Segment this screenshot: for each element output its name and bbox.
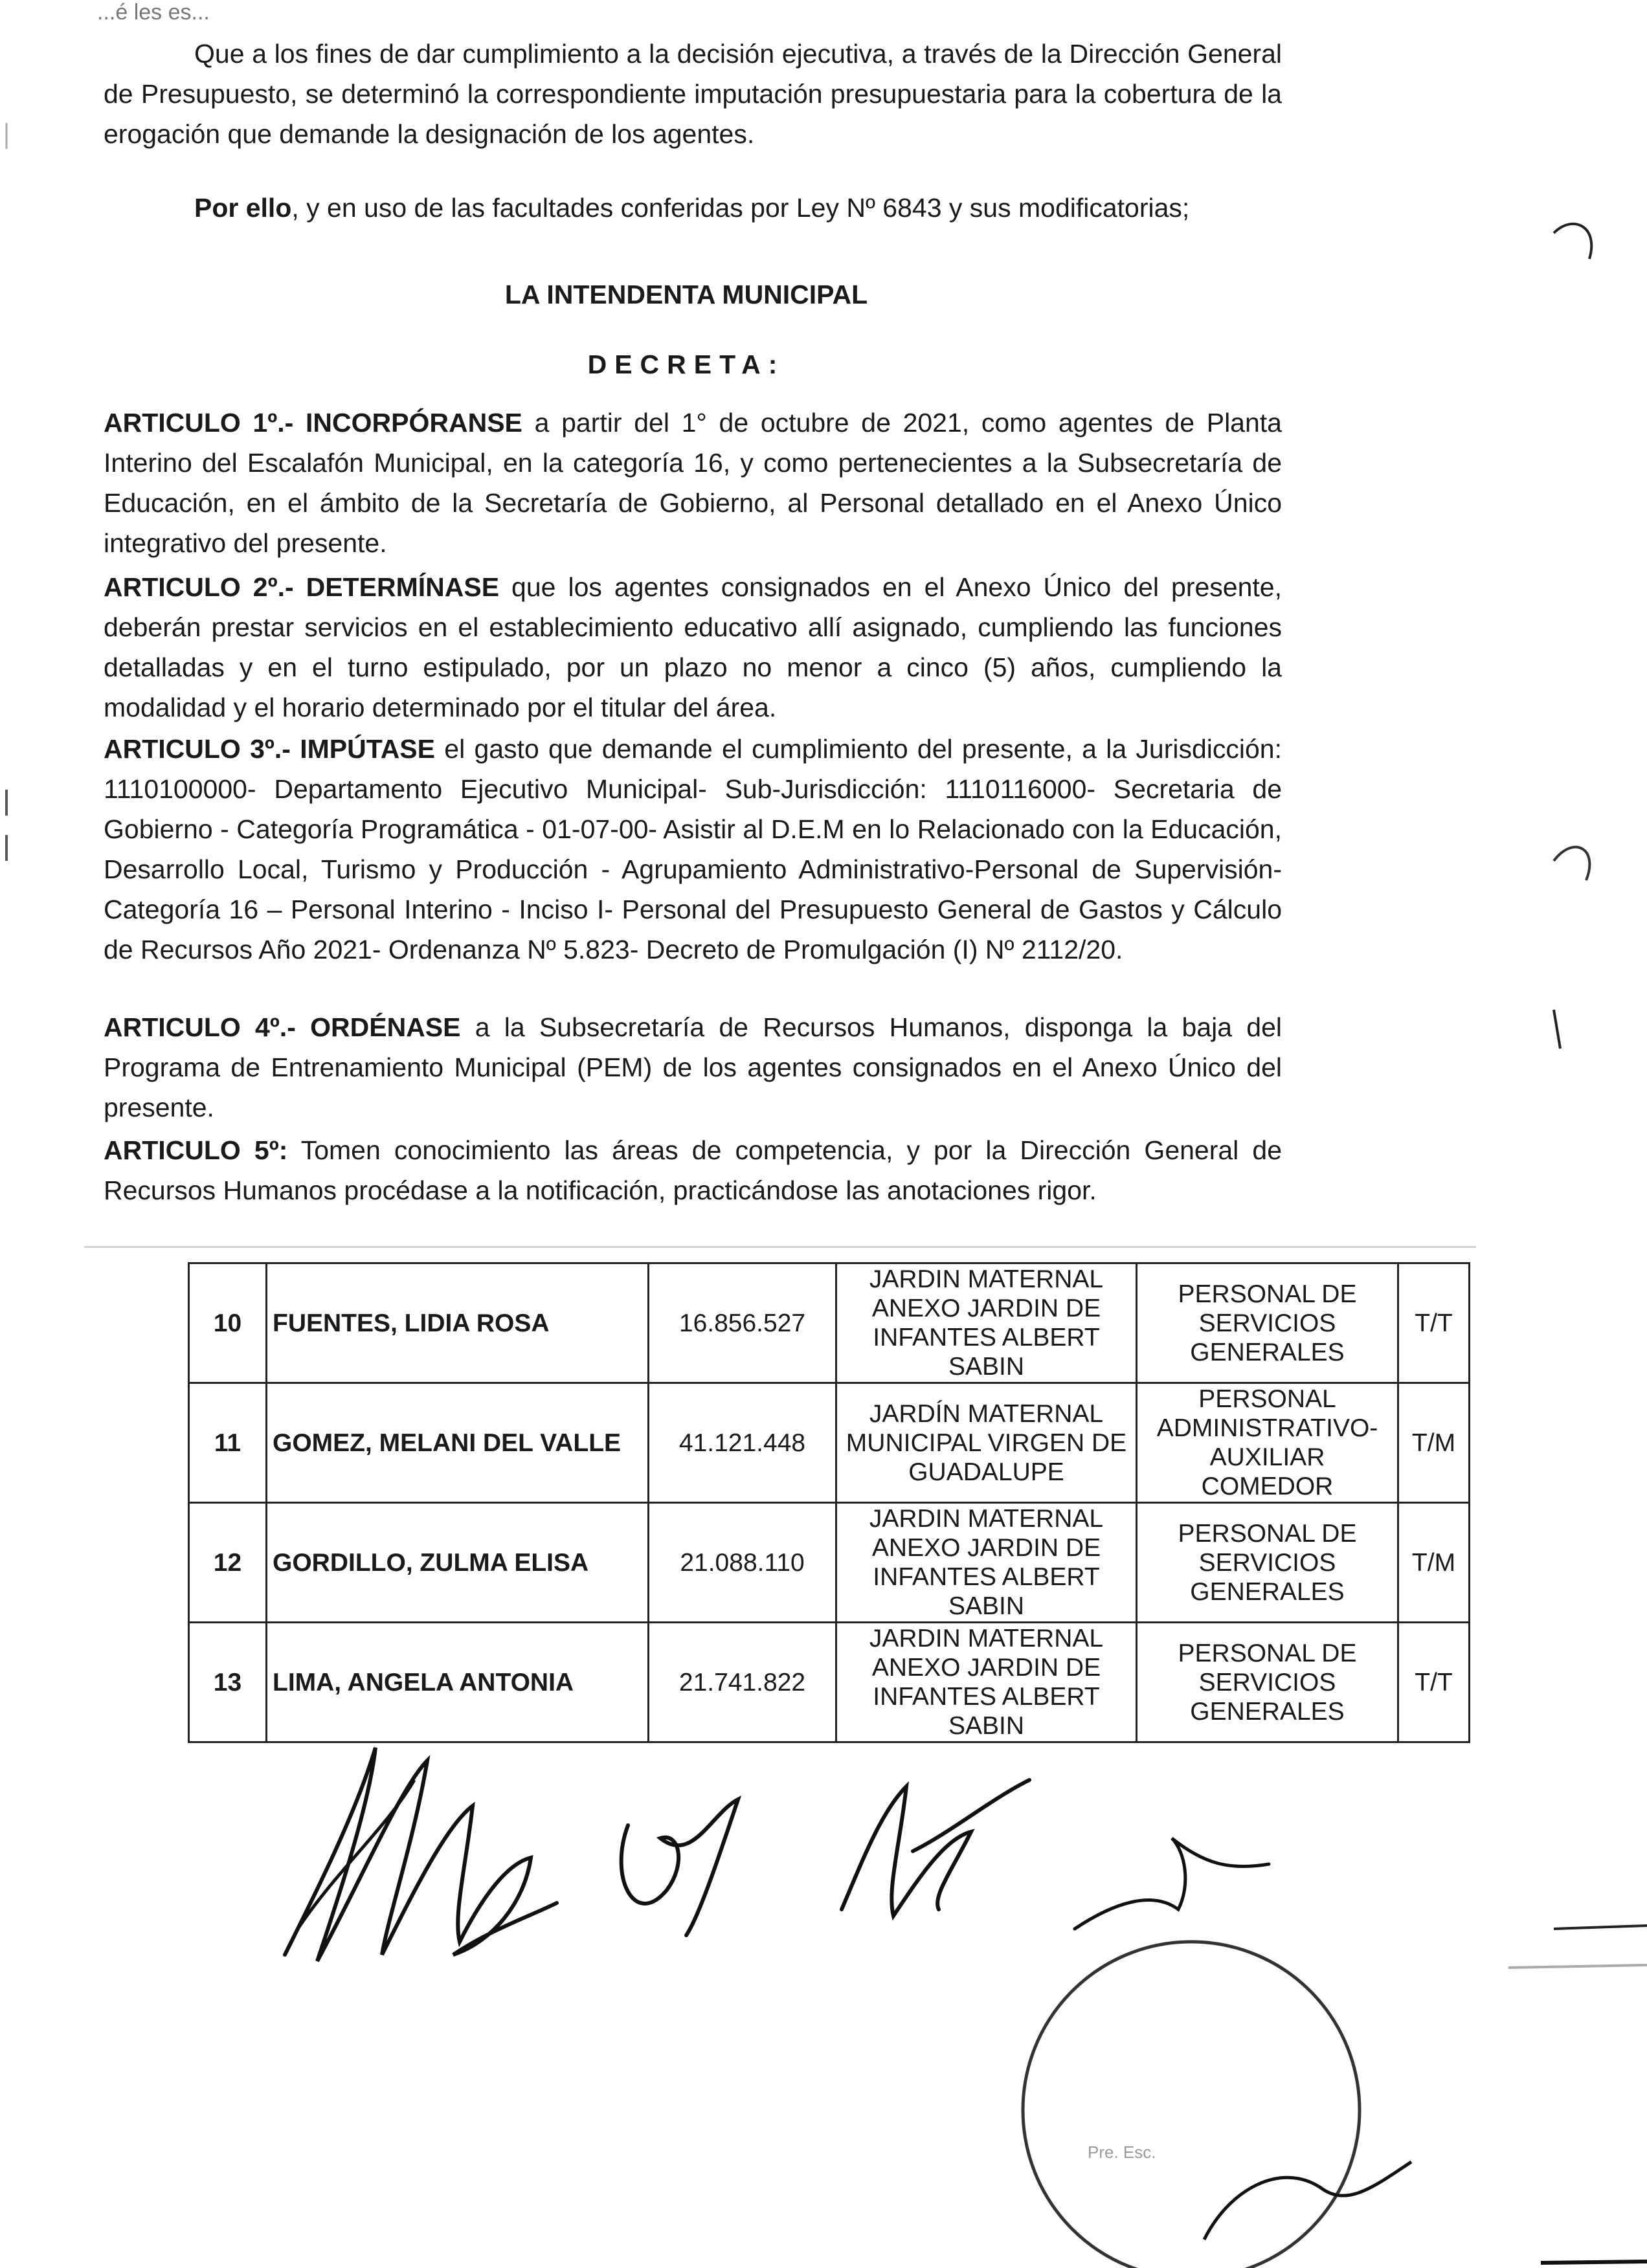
table-row (189, 1383, 1470, 1503)
article-3 (104, 729, 1282, 970)
article-1-label: ARTICULO 1º.- (104, 408, 294, 438)
title-intendenta: LA INTENDENTA MUNICIPAL (504, 280, 868, 309)
article-4-text: a la Subsecretaría de Recursos Humanos, disponga la baja del Programa de Entrenamiento Municipal (PEM) de los agentes consignados en el Anexo Único del presente. (104, 1012, 1282, 1122)
table-row (189, 1263, 1470, 1383)
article-2-text: que los agentes consignados en el Anexo Único del presente, deberán prestar servicios en el establecimiento educativo allí asignado, cumpliendo las funciones detalladas y en el turno estipulado, por un plazo no menor a cinco (5) años, cumpliendo la modalidad y el horario determinado por el titular del área. (104, 572, 1282, 722)
por-ello-rest: , y en uso de las facultades conferidas por Ley Nº 6843 y sus modificatorias; (291, 193, 1190, 223)
intro-paragraph: Que a los fines de dar cumplimiento a la decisión ejecutiva, a través de la Dirección General de Presupuesto, se determinó la correspondiente imputación presupuestaria para la cobertura de la erogación que demande la designación de los agentes. (104, 39, 1282, 149)
table-row (189, 1503, 1470, 1623)
row-number: 11 (189, 1383, 267, 1503)
agent-establishment: JARDIN MATERNAL ANEXO JARDIN DE INFANTES ALBERT SABIN (836, 1623, 1137, 1742)
agent-shift: T/T (1398, 1263, 1470, 1383)
article-1-text: a partir del 1° de octubre de 2021, como agentes de Planta Interino del Escalafón Municipal, en la categoría 16, y como pertenecientes a la Subsecretaría de Educación, en el ámbito de la Secretaría de Gobierno, al Personal detallado en el Anexo Único integrativo del presente. (104, 408, 1282, 558)
article-4 (104, 1007, 1282, 1128)
cut-header-fragment: ...é les es... (97, 0, 210, 25)
agent-dni: 41.121.448 (649, 1383, 836, 1503)
article-1-verb: INCORPÓRANSE (306, 408, 522, 438)
agent-name: GORDILLO, ZULMA ELISA (267, 1503, 649, 1623)
article-2 (104, 567, 1282, 728)
article-3-verb: IMPÚTASE (300, 734, 435, 764)
agent-function: PERSONAL DE SERVICIOS GENERALES (1137, 1503, 1398, 1623)
agent-function: PERSONAL DE SERVICIOS GENERALES (1137, 1623, 1398, 1742)
article-2-verb: DETERMÍNASE (306, 572, 500, 602)
agent-shift: T/M (1398, 1383, 1470, 1503)
signature-1 (259, 1709, 570, 1981)
agent-name: GOMEZ, MELANI DEL VALLE (267, 1383, 649, 1503)
agent-function: PERSONAL DE SERVICIOS GENERALES (1137, 1263, 1398, 1383)
article-4-verb: ORDÉNASE (310, 1012, 461, 1042)
agent-establishment: JARDIN MATERNAL ANEXO JARDIN DE INFANTES ALBERT SABIN (836, 1503, 1137, 1623)
article-2-label: ARTICULO 2º.- (104, 572, 294, 602)
article-5-label: ARTICULO 5º: (104, 1135, 288, 1165)
agent-function: PERSONAL ADMINISTRATIVO-AUXILIAR COMEDOR (1137, 1383, 1398, 1503)
agent-establishment: JARDÍN MATERNAL MUNICIPAL VIRGEN DE GUADALUPE (836, 1383, 1137, 1503)
agent-dni: 21.088.110 (649, 1503, 836, 1623)
official-stamp (958, 1916, 1450, 2268)
agent-name: LIMA, ANGELA ANTONIA (267, 1623, 649, 1742)
article-5 (104, 1130, 1282, 1210)
article-4-label: ARTICULO 4º.- (104, 1012, 296, 1042)
por-ello-paragraph (104, 188, 1282, 228)
cut-line (84, 1246, 1476, 1248)
stamp-caption: Pre. Esc. (1088, 2142, 1156, 2162)
agent-shift: T/T (1398, 1623, 1470, 1742)
article-3-text: el gasto que demande el cumplimiento del presente, a la Jurisdicción: 1110100000- Departamento Ejecutivo Municipal- Sub-Jurisdicción: 1110116000- Secretaria de Gobierno - Categoría Programática - 01-07-00- Asistir al D.E.M en lo Relacionado con la Educación, Desarrollo Local, Turismo y Producción - Agrupamiento Administrativo-Personal de Supervisión- Categoría 16 – Personal Interino - Inciso I- Personal del Presupuesto General de Gastos y Cálculo de Recursos Año 2021- Ordenanza Nº 5.823- Decreto de Promulgación (I) Nº 2112/20. (104, 734, 1282, 964)
row-number: 13 (189, 1623, 267, 1742)
por-ello-lead: Por ello (194, 193, 292, 223)
article-5-text: Tomen conocimiento las áreas de competencia, y por la Dirección General de Recursos Humanos procédase a la notificación, practicándose las anotaciones rigor. (104, 1135, 1282, 1205)
row-number: 12 (189, 1503, 267, 1623)
annex-table (188, 1262, 1470, 1743)
agent-dni: 16.856.527 (649, 1263, 836, 1383)
row-number: 10 (189, 1263, 267, 1383)
signature-3 (822, 1761, 1036, 1929)
agent-dni: 21.741.822 (649, 1623, 836, 1742)
article-1 (104, 403, 1282, 563)
title-decreta: DECRETA: (587, 350, 785, 379)
agent-name: FUENTES, LIDIA ROSA (267, 1263, 649, 1383)
article-3-label: ARTICULO 3º.- (104, 734, 291, 764)
agent-establishment: JARDIN MATERNAL ANEXO JARDIN DE INFANTES ALBERT SABIN (836, 1263, 1137, 1383)
signature-2 (609, 1786, 777, 1942)
agent-shift: T/M (1398, 1503, 1470, 1623)
